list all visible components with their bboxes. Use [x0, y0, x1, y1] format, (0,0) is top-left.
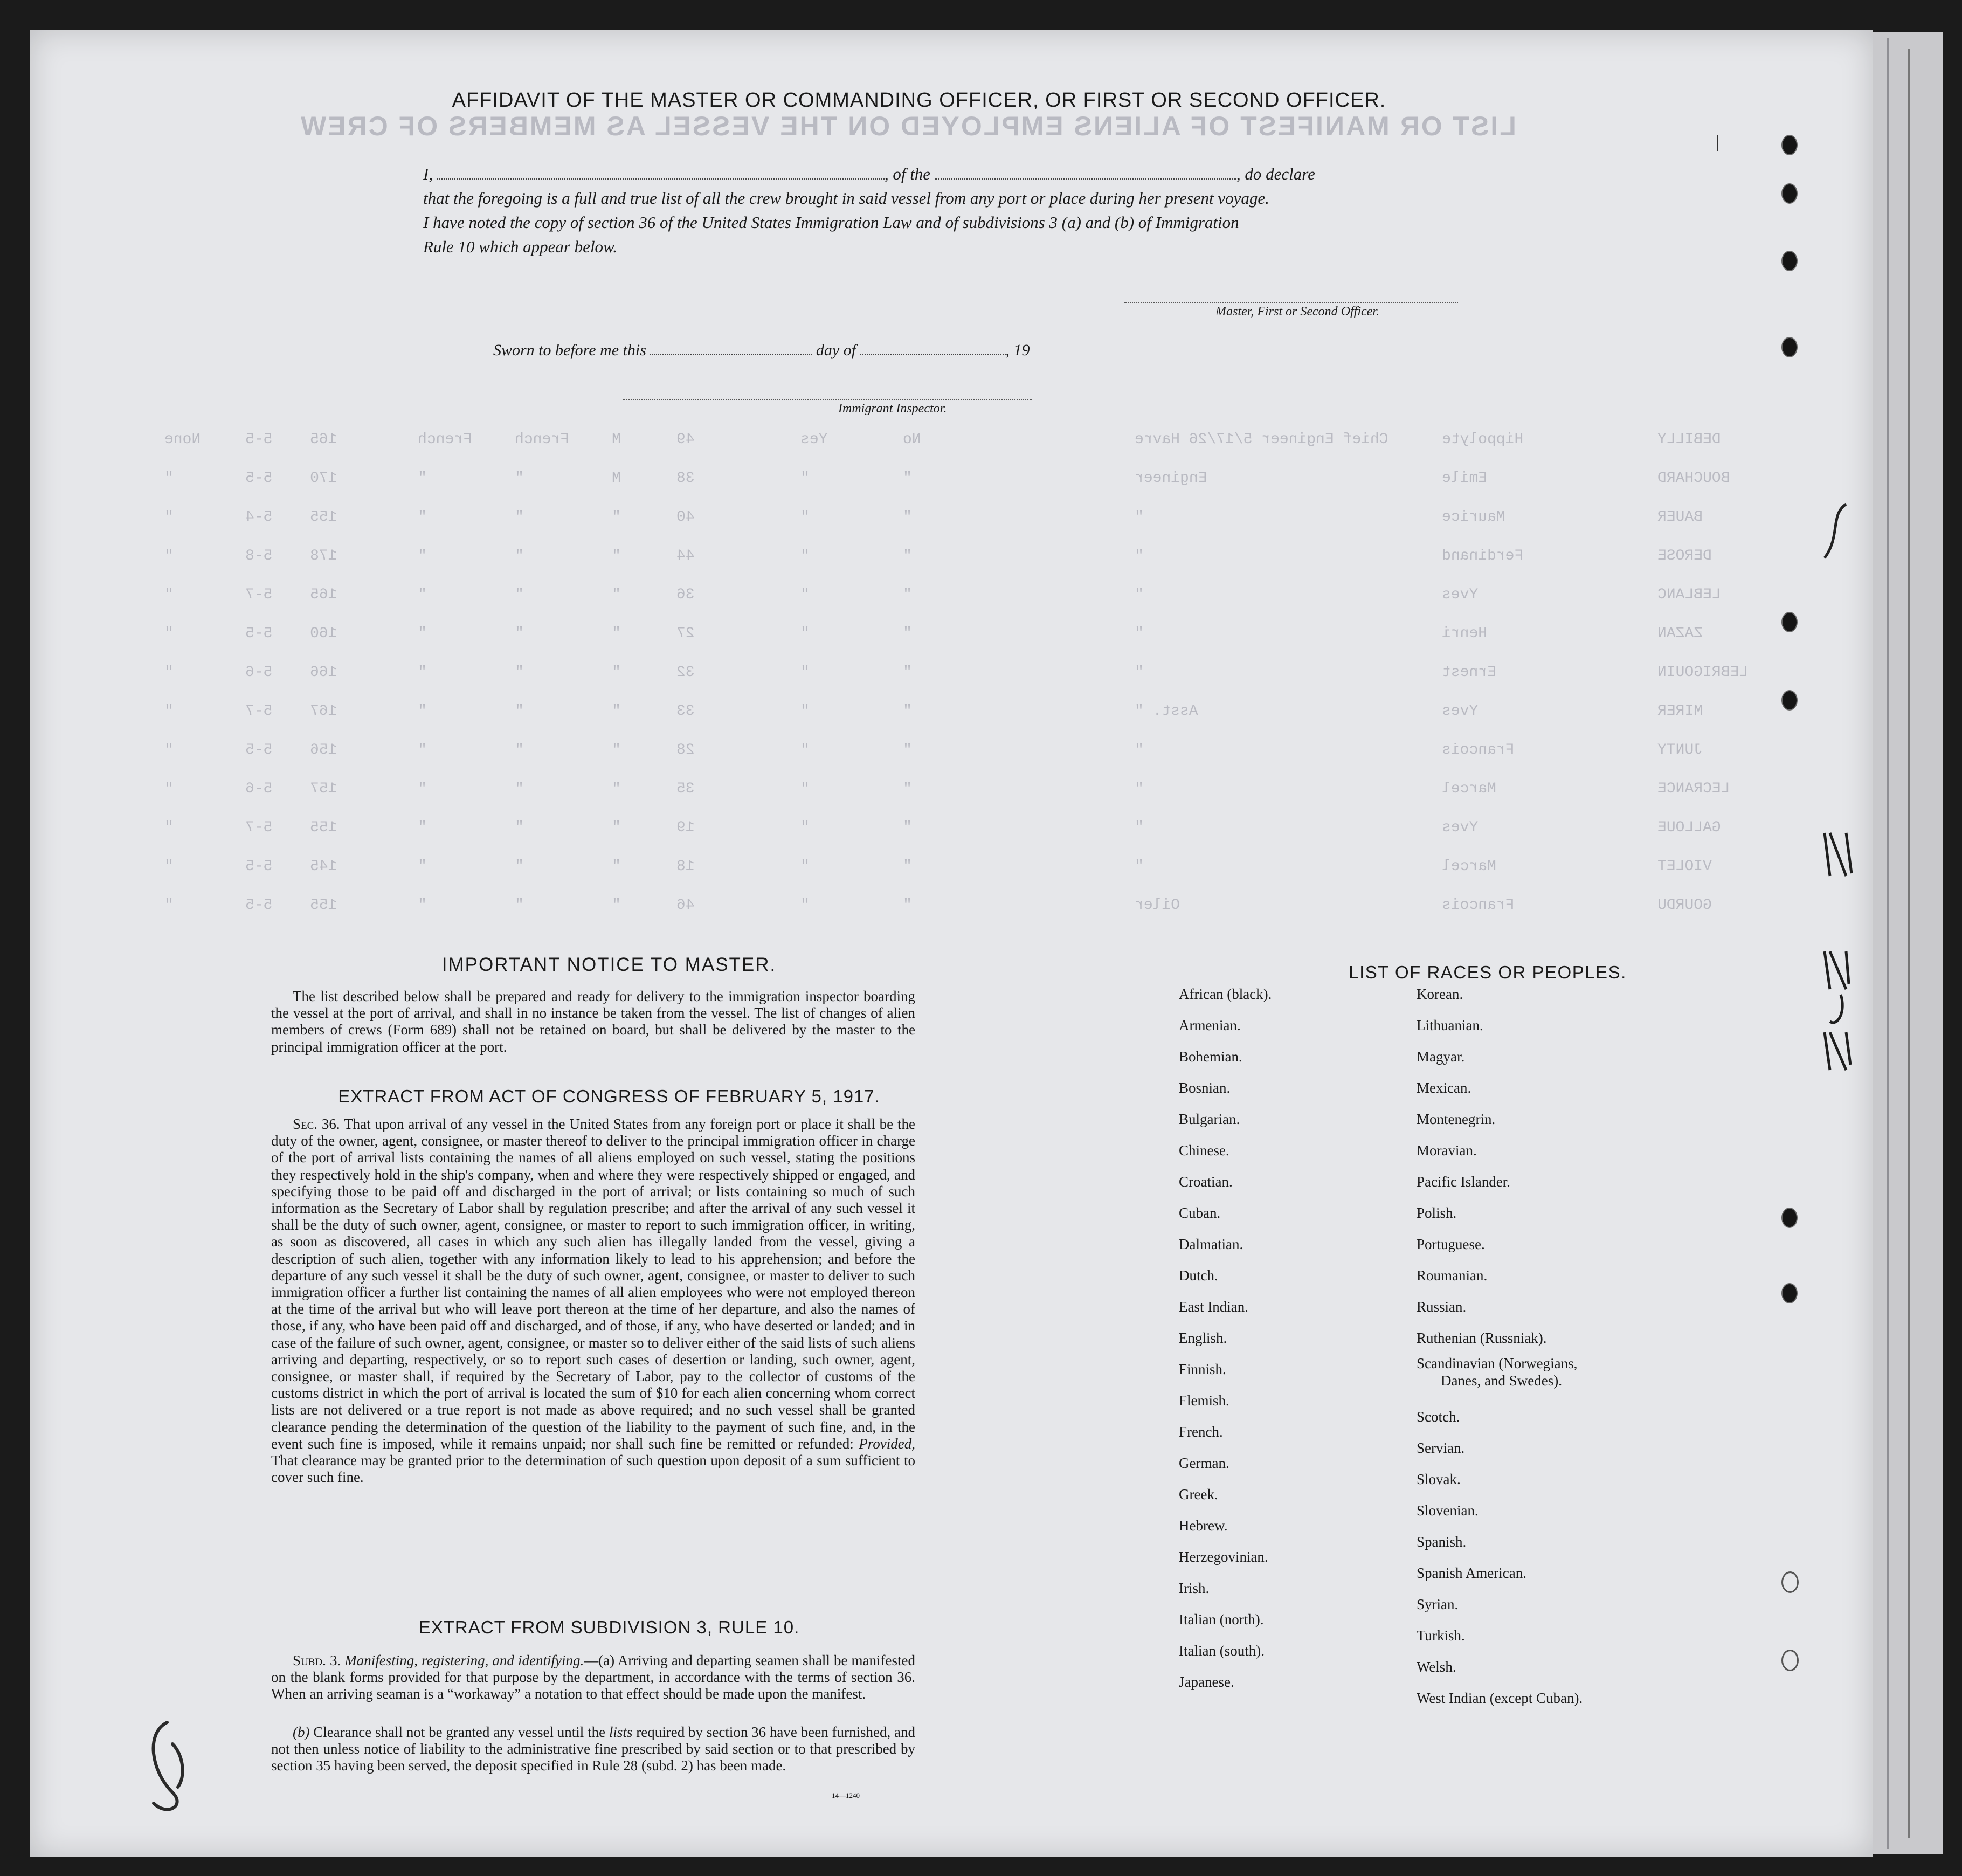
races-title: LIST OF RACES OR PEOPLES.	[1349, 962, 1627, 982]
declaration-do-declare: , do declare	[1236, 164, 1315, 183]
bleed-through-cell: GALLOUE	[1657, 819, 1721, 836]
provided-word: Provided,	[859, 1435, 915, 1452]
bleed-through-cell: Yves	[1442, 819, 1479, 836]
declaration-line-3: I have noted the copy of section 36 of the United States Immigration Law and of subdivisions 3 (a) and (b) of Immigration	[423, 213, 1239, 232]
race-item: Japanese.	[1179, 1674, 1234, 1690]
bleed-through-cell: "	[800, 858, 810, 875]
bleed-through-cell: "	[800, 703, 810, 720]
bleed-through-cell: 155	[310, 897, 337, 914]
bleed-through-cell: "	[612, 703, 621, 720]
race-item: Slovak.	[1417, 1471, 1461, 1487]
bleed-through-cell: "	[418, 897, 427, 914]
handwritten-side-marks	[1808, 811, 1873, 1081]
race-item: Korean.	[1417, 986, 1463, 1002]
bleed-through-cell: "	[903, 509, 912, 526]
bleed-through-cell: "	[418, 703, 427, 720]
bleed-through-cell: 35	[676, 781, 695, 797]
bleed-through-cell: 46	[676, 897, 695, 914]
bleed-through-cell: Yves	[1442, 587, 1479, 603]
notice-title: IMPORTANT NOTICE TO MASTER.	[441, 954, 777, 975]
sworn-text: Sworn to before me this	[493, 341, 646, 359]
bleed-through-cell: Ernest	[1442, 664, 1496, 681]
bleed-through-cell: "	[612, 858, 621, 875]
bleed-through-cell: "	[903, 858, 912, 875]
race-item: Mexican.	[1417, 1080, 1472, 1096]
bleed-through-cell: 33	[676, 703, 695, 720]
race-item: Italian (north).	[1179, 1611, 1264, 1627]
races-left-column	[1179, 978, 1272, 1698]
bleed-through-cell: "	[418, 858, 427, 875]
bleed-through-cell: 5-5	[245, 897, 273, 914]
race-item: Servian.	[1417, 1440, 1465, 1456]
bleed-through-cell: 27	[676, 625, 695, 642]
bleed-through-cell: "	[164, 548, 174, 564]
punch-hole	[1781, 135, 1798, 155]
bleed-through-cell: 5-4	[245, 509, 273, 526]
bleed-through-cell: Marcel	[1442, 858, 1496, 875]
bleed-through-cell: "	[800, 548, 810, 564]
bleed-through-row	[127, 431, 1744, 453]
bleed-through-cell: Marcel	[1442, 781, 1496, 797]
race-item: Flemish.	[1179, 1392, 1229, 1409]
para-b-label: (b)	[293, 1724, 310, 1740]
bleed-through-cell: "	[418, 625, 427, 642]
punch-hole	[1781, 183, 1798, 204]
race-item: Dutch.	[1179, 1267, 1218, 1284]
section-36-text	[271, 1116, 915, 1486]
subd-heading: Manifesting, registering, and identifying.	[344, 1652, 584, 1668]
bleed-through-cell: ZAZAN	[1657, 625, 1703, 642]
subdivision-b-text	[271, 1724, 915, 1775]
notice-text: The list described below shall be prepared and ready for delivery to the immigration inspector boarding the vessel at the port of arrival, and shall in no instance be taken from the vessel. The list of changes of alien members of crews (Form 689) shall not be retained on board, but shall be delivered by the master to the principal immigration officer at the port.	[271, 988, 915, 1055]
bleed-through-cell: Oiler	[1135, 897, 1180, 914]
bleed-through-cell: Ferdinand	[1442, 548, 1524, 564]
bleed-through-row	[127, 858, 1744, 880]
sworn-year: , 19	[1005, 341, 1030, 359]
bleed-through-cell: "	[612, 509, 621, 526]
bleed-through-cell: 19	[676, 819, 695, 836]
bleed-through-cell: "	[164, 742, 174, 758]
bleed-through-cell: 5-7	[245, 819, 273, 836]
bleed-through-cell: "	[612, 819, 621, 836]
bleed-through-cell: "	[164, 625, 174, 642]
race-item: Russian.	[1417, 1299, 1467, 1315]
bleed-through-cell: "	[164, 819, 174, 836]
bleed-through-cell: 160	[310, 625, 337, 642]
bleed-through-cell: BOUCHARD	[1657, 470, 1730, 487]
bleed-through-row	[127, 548, 1744, 569]
bleed-through-cell: "	[903, 897, 912, 914]
bleed-through-cell: 167	[310, 703, 337, 720]
act-extract-title: EXTRACT FROM ACT OF CONGRESS OF FEBRUARY 5, 1917.	[338, 1086, 880, 1106]
bleed-through-cell: "	[800, 509, 810, 526]
bleed-through-cell: Yes	[800, 431, 828, 448]
bleed-through-cell: "	[903, 587, 912, 603]
bleed-through-cell: DEBILLY	[1657, 431, 1721, 448]
bleed-through-cell: 32	[676, 664, 695, 681]
handwritten-margin-mark	[135, 1712, 199, 1819]
race-item: Finnish.	[1179, 1361, 1226, 1377]
bleed-through-cell: 36	[676, 587, 695, 603]
race-item: Montenegrin.	[1417, 1111, 1496, 1127]
sworn-day-of: day of	[816, 341, 856, 359]
race-item: Chinese.	[1179, 1142, 1229, 1158]
bleed-through-cell: "	[515, 470, 524, 487]
bleed-through-cell: "	[612, 781, 621, 797]
bleed-through-cell: "	[164, 664, 174, 681]
race-item: Herzegovinian.	[1179, 1549, 1268, 1565]
race-item: Pacific Islander.	[1417, 1174, 1510, 1190]
bleed-through-cell: "	[164, 509, 174, 526]
race-item: German.	[1179, 1455, 1229, 1471]
race-item: African (black).	[1179, 986, 1272, 1002]
race-item: Turkish.	[1417, 1627, 1465, 1644]
bleed-through-cell: Maurice	[1442, 509, 1505, 526]
bleed-through-cell: GOURDU	[1657, 897, 1712, 914]
section-36-body: That upon arrival of any vessel in the United States from any foreign port or place it shall be the duty of the owner, agent, consignee, or master thereof to deliver to the principal immigration officer in charge of the port of arrival lists containing the names of all aliens employed on such vessel, stating the positions they respectively hold in the ship's company, when and where they were respectively shipped or engaged, and specifying those to be paid off and discharged in the port of arrival; or lists containing so much of such information as the Secretary of Labor shall by regulation prescribe; and after the arrival of any such vessel it shall be the duty of such owner, agent, consignee, or master to report to such immigration officer, in writing, as soon as discovered, all cases in which any such alien has illegally landed from the vessel, giving a description of such alien, together with any information likely to lead to his apprehension; and before the departure of any such vessel it shall be the duty of such owner, agent, consignee, or master to deliver to such immigration officer a further list containing the names of all alien employees who were not employed thereon at the time of the arrival but who will leave port thereon at the time of her departure, and also the names of those, if any, who have been paid off and discharged, and of those, if any, who have deserted or landed; and in case of the failure of such owner, agent, consignee, or master so to deliver either of the said lists of such aliens arriving and departing, respectively, or so to report such cases of desertion or landing, such owner, agent, consignee, or master shall, if required by the Secretary of Labor, pay to the collector of customs of the customs district in which the port of arrival is located the sum of $10 for each alien concerning whom correct lists are not delivered or a true report is not made as above required; and no such vessel shall be granted clearance pending the determination of the question of the liability to the payment of such fine, and, in the event such fine is imposed, while it remains unpaid; nor shall such fine be remitted or refunded:	[271, 1116, 916, 1452]
bleed-through-cell: None	[164, 431, 201, 448]
inspector-caption: Immigrant Inspector.	[838, 402, 947, 416]
bleed-through-cell: "	[418, 781, 427, 797]
bleed-through-cell: "	[800, 470, 810, 487]
bleed-through-cell: "	[515, 742, 524, 758]
affidavit-declaration	[423, 162, 1490, 259]
sworn-day-blank[interactable]	[650, 354, 812, 355]
bleed-through-cell: 18	[676, 858, 695, 875]
bleed-through-cell: "	[1135, 664, 1144, 681]
bleed-through-cell: 5-5	[245, 625, 273, 642]
bleed-through-row	[127, 587, 1744, 608]
pencil-tick	[1717, 135, 1718, 151]
para-b-text-2: required by section 36 have been furnished, and not then unless notice of liability to the administrative fine prescribed by said section or to that prescribed by section 35 having been served, the deposit specified in Rule 28 (subd. 2) has been made.	[271, 1724, 916, 1774]
bleed-through-cell: MIRER	[1657, 703, 1703, 720]
bleed-through-cell: "	[418, 548, 427, 564]
race-item: Moravian.	[1417, 1142, 1477, 1158]
race-item: Irish.	[1179, 1580, 1210, 1596]
bleed-through-cell: "	[903, 548, 912, 564]
bleed-through-cell: "	[1135, 819, 1144, 836]
bleed-through-row	[127, 509, 1744, 530]
race-item: Lithuanian.	[1417, 1017, 1483, 1033]
bleed-through-cell: LEBLANC	[1657, 587, 1721, 603]
bleed-through-cell: "	[1135, 509, 1144, 526]
bleed-through-cell: "	[164, 858, 174, 875]
punch-hole	[1781, 1571, 1799, 1593]
bleed-through-cell: 40	[676, 509, 695, 526]
race-item: Spanish American.	[1417, 1565, 1526, 1581]
punch-hole	[1781, 1650, 1799, 1671]
para-a-text: Arriving and departing seamen shall be manifested on the blank forms provided for that purpose by the department, in accordance with the terms of section 36. When an arriving seaman is a “workaway” a notation to that effect should be made upon the manifest.	[271, 1652, 916, 1702]
bleed-through-title: LIST OR MANIFEST OF ALIENS EMPLOYED ON THE VESSEL AS MEMBERS OF CREW	[299, 111, 1516, 141]
race-item: Greek.	[1179, 1486, 1218, 1502]
bleed-through-cell: 38	[676, 470, 695, 487]
bleed-through-cell: "	[515, 625, 524, 642]
binding-edge-inner	[1908, 49, 1910, 1838]
bleed-through-cell: "	[418, 470, 427, 487]
race-item: Portuguese.	[1417, 1236, 1485, 1252]
bleed-through-cell: "	[612, 548, 621, 564]
bleed-through-cell: "	[418, 509, 427, 526]
bleed-through-cell: "	[612, 664, 621, 681]
race-item: Ruthenian (Russniak).	[1417, 1330, 1547, 1346]
bleed-through-cell: Francois	[1442, 742, 1515, 758]
vessel-name-blank[interactable]	[935, 178, 1236, 180]
bleed-through-cell: Emile	[1442, 470, 1488, 487]
manifest-page	[30, 30, 1873, 1857]
bleed-through-cell: "	[418, 664, 427, 681]
bleed-through-row	[127, 819, 1744, 841]
race-item: East Indian.	[1179, 1299, 1248, 1315]
declaration-of-the: , of the	[884, 164, 931, 183]
bleed-through-cell: "	[1135, 548, 1144, 564]
bleed-through-cell: 145	[310, 858, 337, 875]
bleed-through-cell: "	[164, 587, 174, 603]
bleed-through-cell: "	[515, 897, 524, 914]
race-item: Armenian.	[1179, 1017, 1241, 1033]
race-item: Magyar.	[1417, 1049, 1465, 1065]
declaration-line-1	[423, 162, 1490, 186]
race-item: Welsh.	[1417, 1659, 1456, 1675]
para-a-label: —(a)	[584, 1652, 615, 1668]
race-item: Syrian.	[1417, 1596, 1459, 1612]
race-item: Bosnian.	[1179, 1080, 1231, 1096]
bleed-through-cell: 5-5	[245, 470, 273, 487]
bleed-through-cell: Engineer	[1135, 470, 1207, 487]
bleed-through-cell: "	[612, 897, 621, 914]
handwritten-bracket	[1792, 499, 1857, 563]
bleed-through-cell: M	[612, 470, 621, 487]
master-signature-line[interactable]	[1124, 302, 1458, 303]
punch-hole	[1781, 1283, 1798, 1303]
punch-hole	[1781, 690, 1798, 711]
bleed-through-cell: "	[1135, 781, 1144, 797]
race-item: West Indian (except Cuban).	[1417, 1690, 1583, 1706]
bleed-through-cell: "	[903, 742, 912, 758]
race-item: Croatian.	[1179, 1174, 1233, 1190]
race-item: Scotch.	[1417, 1409, 1460, 1425]
bleed-through-cell: "	[612, 587, 621, 603]
race-item: Bohemian.	[1179, 1049, 1242, 1065]
bleed-through-row	[127, 470, 1744, 492]
binding-edge	[1887, 38, 1889, 1849]
bleed-through-cell: No	[903, 431, 921, 448]
bleed-through-cell: DEROSE	[1657, 548, 1712, 564]
bleed-through-cell: Francois	[1442, 897, 1515, 914]
bleed-through-cell: "	[1135, 742, 1144, 758]
races-right-column	[1417, 978, 1583, 1714]
bleed-through-row	[127, 703, 1744, 725]
bleed-through-cell: 5-5	[245, 858, 273, 875]
para-b-lists: lists	[609, 1724, 633, 1740]
punch-hole	[1781, 251, 1798, 271]
bleed-through-row	[127, 742, 1744, 763]
bleed-through-cell: 49	[676, 431, 695, 448]
bleed-through-cell: "	[515, 664, 524, 681]
bleed-through-cell: "	[515, 781, 524, 797]
bleed-through-cell: "	[800, 781, 810, 797]
officer-name-blank[interactable]	[437, 178, 885, 180]
bleed-through-cell: 165	[310, 431, 337, 448]
bleed-through-cell: "	[903, 781, 912, 797]
bleed-through-cell: "	[515, 703, 524, 720]
race-item: Cuban.	[1179, 1205, 1221, 1221]
bleed-through-cell: "	[800, 819, 810, 836]
bleed-through-cell: 155	[310, 819, 337, 836]
race-item: Hebrew.	[1179, 1518, 1228, 1534]
bleed-through-cell: Asst. "	[1135, 703, 1198, 720]
race-item: Spanish.	[1417, 1534, 1467, 1550]
bleed-through-cell: Yves	[1442, 703, 1479, 720]
race-item: French.	[1179, 1424, 1223, 1440]
bleed-through-cell: 5-6	[245, 664, 273, 681]
section-36-end: That clearance may be granted prior to the determination of such question upon deposit of a sum sufficient to cover such fine.	[271, 1452, 915, 1486]
bleed-through-cell: "	[1135, 858, 1144, 875]
bleed-through-cell: "	[515, 587, 524, 603]
bleed-through-cell: "	[800, 587, 810, 603]
bleed-through-cell: Hippolyte	[1442, 431, 1524, 448]
bleed-through-cell: "	[515, 509, 524, 526]
bleed-through-cell: 5-8	[245, 548, 273, 564]
bleed-through-row	[127, 781, 1744, 802]
declaration-i: I,	[423, 164, 433, 183]
form-number: 14—1240	[832, 1791, 860, 1799]
bleed-through-cell: French	[418, 431, 472, 448]
subdivision-a-text	[271, 1652, 915, 1703]
bleed-through-cell: "	[515, 819, 524, 836]
punch-holes	[1781, 30, 1798, 1857]
bleed-through-cell: 166	[310, 664, 337, 681]
bleed-through-cell: "	[800, 625, 810, 642]
inspector-signature-line[interactable]	[623, 399, 1032, 400]
race-scandinavian: Scandinavian (Norwegians, Danes, and Swedes).	[1417, 1355, 1578, 1389]
bleed-through-cell: 5-5	[245, 742, 273, 758]
bleed-through-cell: BAUER	[1657, 509, 1703, 526]
bleed-through-cell: 157	[310, 781, 337, 797]
punch-hole	[1781, 612, 1798, 632]
bleed-through-cell: "	[903, 703, 912, 720]
bleed-through-cell: Henri	[1442, 625, 1488, 642]
para-b-text-1: Clearance shall not be granted any vessel until the	[313, 1724, 606, 1740]
race-item: Dalmatian.	[1179, 1236, 1243, 1252]
bleed-through-cell: "	[903, 664, 912, 681]
bleed-through-row	[127, 897, 1744, 919]
rule-extract-title: EXTRACT FROM SUBDIVISION 3, RULE 10.	[418, 1617, 800, 1637]
bleed-through-cell: "	[612, 625, 621, 642]
bleed-through-cell: "	[418, 742, 427, 758]
bleed-through-cell: French	[515, 431, 569, 448]
bleed-through-row	[127, 625, 1744, 647]
sworn-month-blank[interactable]	[860, 354, 1006, 355]
race-item: Bulgarian.	[1179, 1111, 1240, 1127]
declaration-line-4: Rule 10 which appear below.	[423, 237, 618, 256]
bleed-through-cell: "	[1135, 587, 1144, 603]
sworn-line	[493, 341, 1030, 360]
punch-hole	[1781, 1208, 1798, 1228]
bleed-through-cell: LEBRIGOUIN	[1657, 664, 1749, 681]
bleed-through-cell: 156	[310, 742, 337, 758]
subd-label: Subd. 3.	[293, 1652, 341, 1668]
race-item: English.	[1179, 1330, 1227, 1346]
race-item: Polish.	[1417, 1205, 1457, 1221]
bleed-through-cell: "	[515, 858, 524, 875]
bleed-through-cell: "	[515, 548, 524, 564]
bleed-through-cell: 178	[310, 548, 337, 564]
bleed-through-cell: VIOLET	[1657, 858, 1712, 875]
bleed-through-cell: 155	[310, 509, 337, 526]
bleed-through-cell: "	[903, 470, 912, 487]
bleed-through-cell: 5-7	[245, 703, 273, 720]
bleed-through-cell: 5-5	[245, 431, 273, 448]
bleed-through-cell: 5-7	[245, 587, 273, 603]
bleed-through-cell: "	[800, 742, 810, 758]
bleed-through-cell: "	[418, 819, 427, 836]
race-item: Roumanian.	[1417, 1267, 1488, 1284]
declaration-line-2: that the foregoing is a full and true list of all the crew brought in said vessel from any port or place during her present voyage.	[423, 189, 1269, 208]
bleed-through-cell: 28	[676, 742, 695, 758]
bleed-through-cell: JUNTY	[1657, 742, 1703, 758]
bleed-through-cell: "	[800, 664, 810, 681]
bleed-through-cell: 170	[310, 470, 337, 487]
master-caption: Master, First or Second Officer.	[1215, 305, 1379, 319]
bleed-through-cell: "	[903, 625, 912, 642]
bleed-through-cell: "	[164, 781, 174, 797]
bleed-through-cell: "	[164, 897, 174, 914]
bleed-through-cell: "	[800, 897, 810, 914]
bleed-through-cell: Chief Engineer 5/17/26 Havre	[1135, 431, 1388, 448]
race-item: Slovenian.	[1417, 1502, 1479, 1519]
bleed-through-row	[127, 664, 1749, 686]
bleed-through-cell: "	[903, 819, 912, 836]
punch-hole	[1781, 337, 1798, 357]
bleed-through-cell: 165	[310, 587, 337, 603]
race-item: Italian (south).	[1179, 1643, 1265, 1659]
bleed-through-cell: "	[1135, 625, 1144, 642]
bleed-through-cell: "	[418, 587, 427, 603]
bleed-through-cell: 44	[676, 548, 695, 564]
bleed-through-cell: "	[612, 742, 621, 758]
bleed-through-cell: LECRANCE	[1657, 781, 1730, 797]
section-label: Sec. 36.	[293, 1116, 340, 1132]
bleed-through-cell: M	[612, 431, 621, 448]
bleed-through-cell: 5-6	[245, 781, 273, 797]
bleed-through-cell: "	[164, 703, 174, 720]
affidavit-title: AFFIDAVIT OF THE MASTER OR COMMANDING OFFICER, OR FIRST OR SECOND OFFICER.	[452, 89, 1386, 112]
bleed-through-cell: "	[164, 470, 174, 487]
